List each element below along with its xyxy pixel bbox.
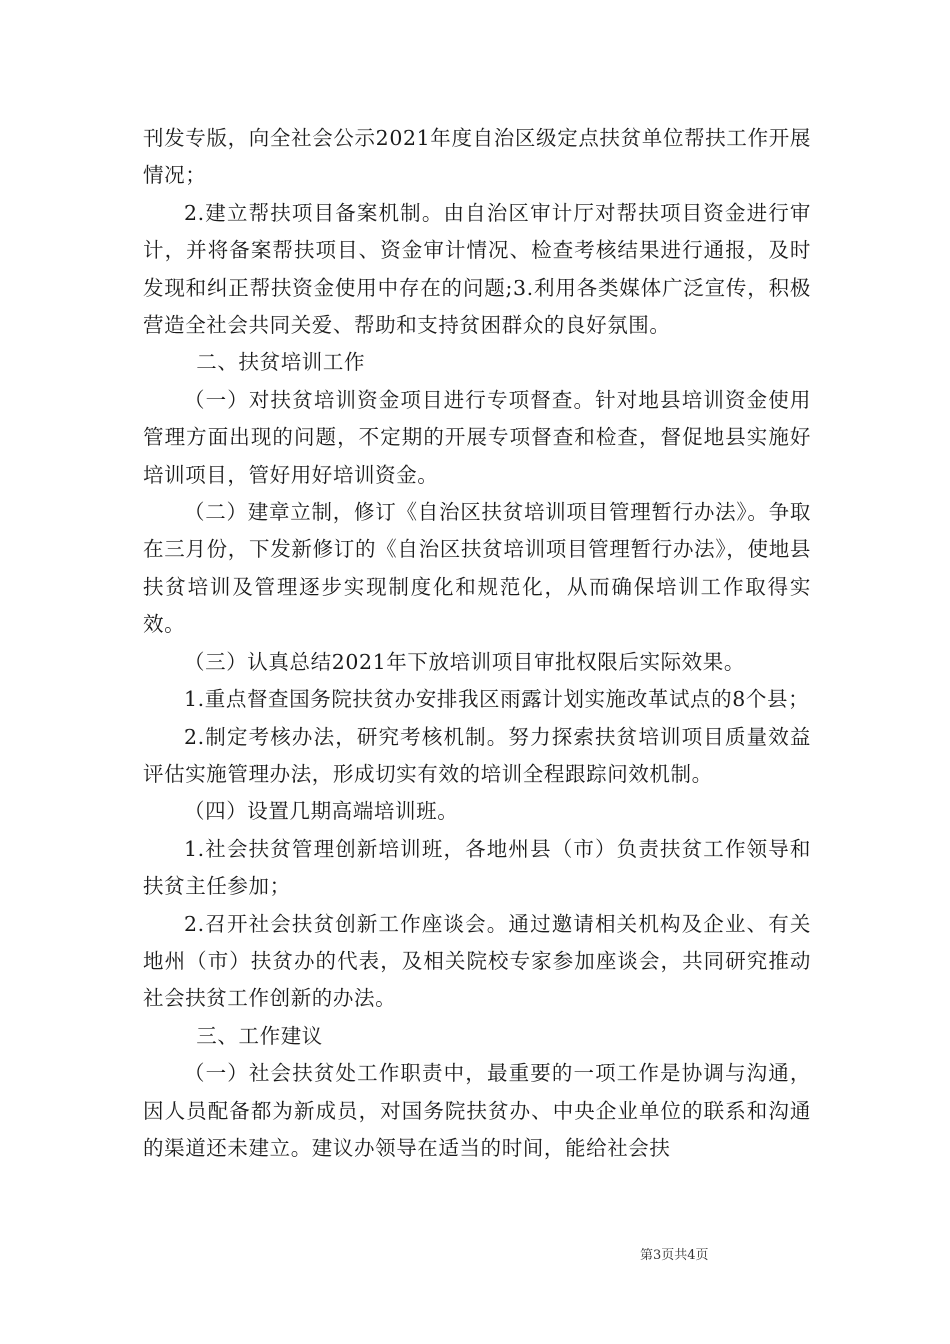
section-heading-training: 二、扶贫培训工作 [196, 350, 366, 375]
paragraph-regulation-revision: （二）建章立制，修订《自治区扶贫培训项目管理暂行办法》。争取在三月份，下发新修订的《自治区扶贫培训项目管理暂行办法》，使地县扶贫培训及管理逐步实现制度化和规范化，从而确保培训工作取得实效。 [143, 500, 811, 637]
paragraph-continuation: 刊发专版，向全社会公示2021年度自治区级定点扶贫单位帮扶工作开展情况； [143, 126, 811, 188]
paragraph-training-classes: （四）设置几期高端培训班。 [184, 799, 459, 824]
paragraph-innovation-class: 1.社会扶贫管理创新培训班，各地州县（市）负责扶贫工作领导和扶贫主任参加； [143, 836, 811, 899]
paragraph-item-2-filing-mechanism: 2.建立帮扶项目备案机制。由自治区审计厅对帮扶项目资金进行审计，并将备案帮扶项目、资金审计情况、检查考核结果进行通报，及时发现和纠正帮扶资金使用中存在的问题;3.利用各类媒体广泛宣传，积极营造全社会共同关爱、帮助和支持贫困群众的良好氛围。 [143, 200, 811, 338]
paragraph-training-inspection: （一）对扶贫培训资金项目进行专项督查。针对地县培训资金使用管理方面出现的问题，不定期的开展专项督查和检查，督促地县实施好培训项目，管好用好培训资金。 [143, 387, 811, 487]
document-body [143, 120, 811, 1167]
paragraph-assessment-method: 2.制定考核办法，研究考核机制。努力探索扶贫培训项目质量效益评估实施管理办法，形成切实有效的培训全程跟踪问效机制。 [143, 724, 811, 786]
paragraph-coordination-suggestion: （一）社会扶贫处工作职责中，最重要的一项工作是协调与沟通，因人员配备都为新成员，对国务院扶贫办、中央企业单位的联系和沟通的渠道还未建立。建议办领导在适当的时间，能给社会扶 [143, 1061, 811, 1160]
paragraph-pilot-counties: 1.重点督查国务院扶贫办安排我区雨露计划实施改革试点的8个县； [184, 687, 810, 712]
page-number-footer: 第3页共4页 [640, 1248, 709, 1263]
section-heading-suggestions: 三、工作建议 [196, 1023, 323, 1048]
paragraph-symposium: 2.召开社会扶贫创新工作座谈会。通过邀请相关机构及企业、有关地州（市）扶贫办的代表，及相关院校专家参加座谈会，共同研究推动社会扶贫工作创新的办法。 [143, 911, 811, 1011]
paragraph-summary-2021: （三）认真总结2021年下放培训项目审批权限后实际效果。 [184, 649, 745, 674]
